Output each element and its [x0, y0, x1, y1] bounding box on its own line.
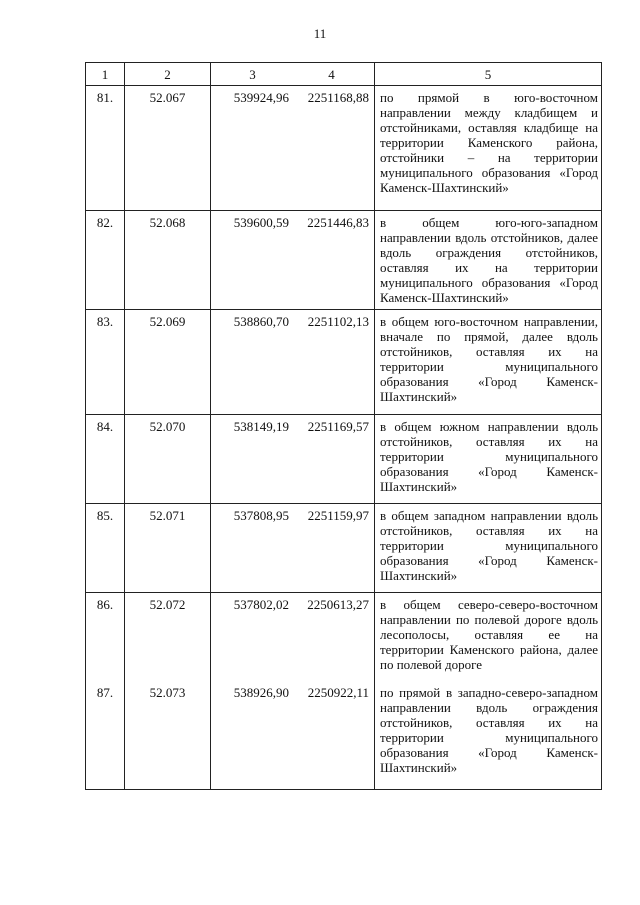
column-header-number: 1 [86, 63, 125, 86]
x-coordinate: 537808,95 [233, 508, 289, 523]
table-row [86, 310, 602, 415]
column-header-y: 4 [328, 66, 335, 82]
table-row [86, 681, 602, 790]
column-header-coordinates [211, 63, 375, 86]
y-coordinate: 2251102,13 [307, 314, 369, 329]
table-row [86, 211, 602, 310]
column-header-point: 2 [125, 63, 211, 86]
y-coordinate: 2250922,11 [307, 685, 369, 700]
boundary-description: по прямой в юго-восточном направлении между кладбищем и отстойниками, оставляя кладбище на территории Каменского района, отстойники – на территории муниципального образования «Город Каменск-Шахтинский» [375, 86, 602, 211]
table-row [86, 86, 602, 211]
x-coordinate: 538860,70 [233, 314, 289, 329]
row-number: 84. [86, 415, 125, 504]
x-coordinate: 539600,59 [233, 215, 289, 230]
column-header-description: 5 [375, 63, 602, 86]
point-id: 52.069 [125, 310, 211, 415]
row-number: 86. [86, 593, 125, 682]
row-number: 87. [86, 681, 125, 790]
point-id: 52.073 [125, 681, 211, 790]
y-coordinate: 2251446,83 [307, 215, 369, 230]
coordinates-cell [211, 415, 375, 504]
row-number: 81. [86, 86, 125, 211]
coordinates-cell [211, 211, 375, 310]
y-coordinate: 2250613,27 [307, 597, 369, 612]
y-coordinate: 2251169,57 [307, 419, 369, 434]
point-id: 52.067 [125, 86, 211, 211]
coordinates-cell [211, 504, 375, 593]
table-row [86, 593, 602, 682]
coordinates-cell [211, 593, 375, 682]
point-id: 52.070 [125, 415, 211, 504]
column-header-x: 3 [249, 66, 256, 82]
boundary-description: в общем западном направлении вдоль отстойников, оставляя их на территории муниципального образования «Город Каменск-Шахтинский» [375, 504, 602, 593]
table-row [86, 504, 602, 593]
boundary-description: в общем юго-юго-западном направлении вдоль отстойников, далее вдоль ограждения отстойников, оставляя их на территории муниципального образования «Город Каменск-Шахтинский» [375, 211, 602, 310]
x-coordinate: 537802,02 [233, 597, 289, 612]
boundary-description: в общем юго-восточном направлении, вначале по прямой, далее вдоль отстойников, оставляя их на территории муниципального образования «Город Каменск-Шахтинский» [375, 310, 602, 415]
coordinates-cell [211, 310, 375, 415]
x-coordinate: 538149,19 [233, 419, 289, 434]
row-number: 85. [86, 504, 125, 593]
table-header-row [86, 63, 602, 86]
coordinates-cell [211, 681, 375, 790]
point-id: 52.068 [125, 211, 211, 310]
boundary-points-table [85, 62, 602, 790]
x-coordinate: 539924,96 [233, 90, 289, 105]
boundary-description: по прямой в западно-северо-западном направлении вдоль ограждения отстойников, оставляя их на территории муниципального образования «Город Каменск-Шахтинский» [375, 681, 602, 790]
row-number: 82. [86, 211, 125, 310]
boundary-description: в общем южном направлении вдоль отстойников, оставляя их на территории муниципального образования «Город Каменск-Шахтинский» [375, 415, 602, 504]
x-coordinate: 538926,90 [233, 685, 289, 700]
boundary-description: в общем северо-северо-восточном направлении по полевой дороге вдоль лесополосы, оставляя ее на территории Каменского района, далее по полевой дороге [375, 593, 602, 682]
point-id: 52.071 [125, 504, 211, 593]
row-number: 83. [86, 310, 125, 415]
table-row [86, 415, 602, 504]
y-coordinate: 2251159,97 [307, 508, 369, 523]
y-coordinate: 2251168,88 [307, 90, 369, 105]
page-number: 11 [313, 26, 327, 41]
point-id: 52.072 [125, 593, 211, 682]
coordinates-cell [211, 86, 375, 211]
